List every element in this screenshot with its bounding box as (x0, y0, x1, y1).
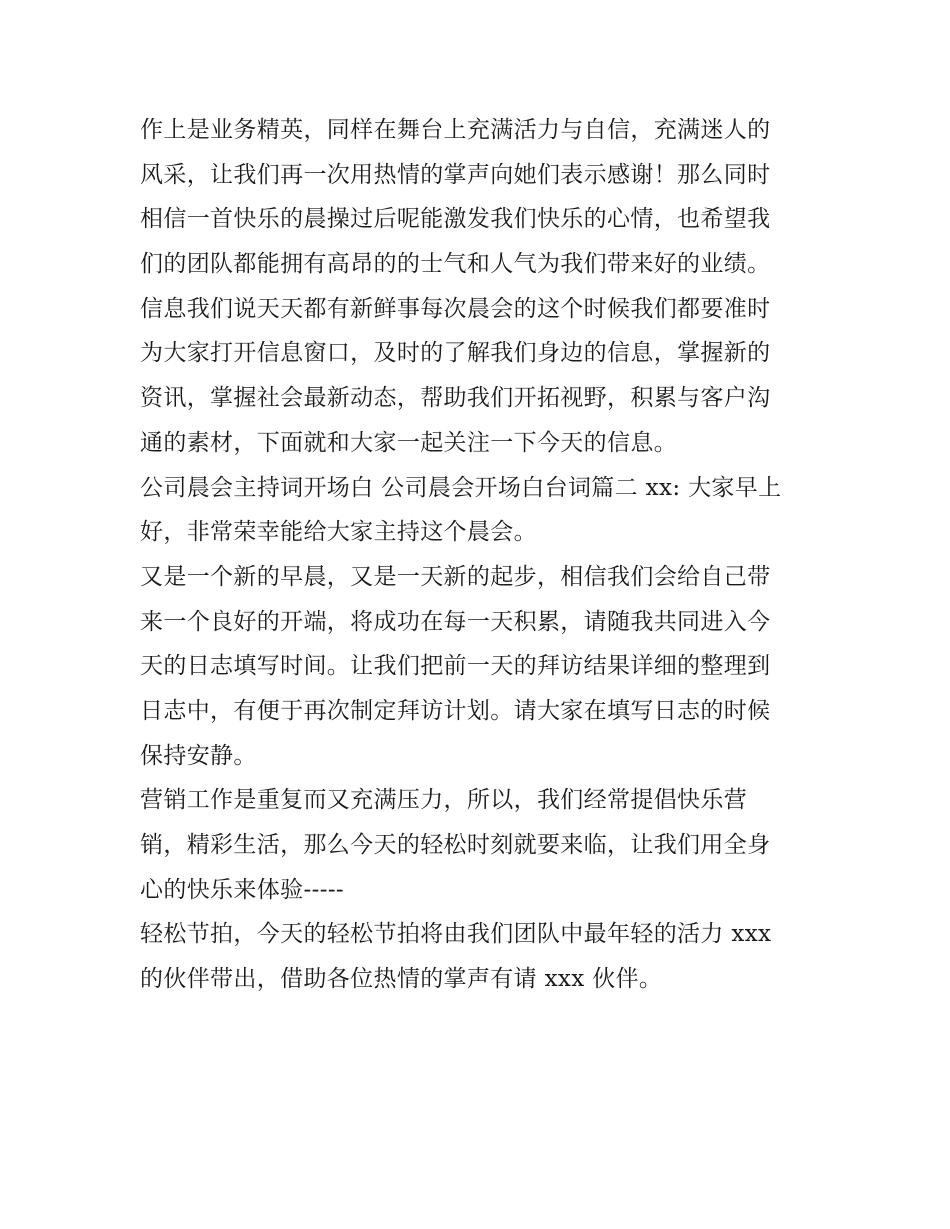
text-line: 保持安静。 (140, 742, 257, 769)
text-line: 为大家打开信息窗口，及时的了解我们身边的信息，掌握新的 (140, 340, 771, 367)
text-line: 的伙伴带出，借助各位热情的掌声有请 xxx 伙伴。 (140, 966, 663, 993)
text-line: 作上是业务精英，同样在舞台上充满活力与自信，充满迷人的 (140, 117, 771, 143)
text-line: 通的素材，下面就和大家一起关注一下今天的信息。 (140, 429, 678, 456)
text-line: 心的快乐来体验----- (140, 876, 345, 903)
text-line: 相信一首快乐的晨操过后呢能激发我们快乐的心情，也希望我 (140, 206, 771, 233)
text-line: 营销工作是重复而又充满压力，所以，我们经常提倡快乐营 (140, 787, 748, 814)
text-line: 日志中，有便于再次制定拜访计划。请大家在填写日志的时候 (140, 697, 771, 724)
text-line: 资讯，掌握社会最新动态，帮助我们开拓视野，积累与客户沟 (140, 385, 771, 412)
text-line: 好，非常荣幸能给大家主持这个晨会。 (140, 519, 537, 546)
text-line: 又是一个新的早晨，又是一天新的起步，相信我们会给自己带 (140, 563, 771, 590)
text-line: 风采，让我们再一次用热情的掌声向她们表示感谢！那么同时 (140, 161, 771, 188)
text-line: 信息我们说天天都有新鲜事每次晨会的这个时候我们都要准时 (140, 295, 771, 322)
text-line: 轻松节拍，今天的轻松节拍将由我们团队中最年轻的活力 xxx (140, 921, 772, 948)
text-line: 们的团队都能拥有高昂的的士气和人气为我们带来好的业绩。 (140, 251, 771, 278)
text-line: 公司晨会主持词开场白 公司晨会开场白台词篇二 xx: 大家早上 (140, 474, 782, 501)
text-line: 来一个良好的开端，将成功在每一天积累，请随我共同进入今 (140, 608, 771, 635)
document-body (140, 108, 812, 1002)
text-line: 天的日志填写时间。让我们把前一天的拜访结果详细的整理到 (140, 653, 771, 680)
text-line: 销，精彩生活，那么今天的轻松时刻就要来临，让我们用全身 (140, 832, 771, 858)
